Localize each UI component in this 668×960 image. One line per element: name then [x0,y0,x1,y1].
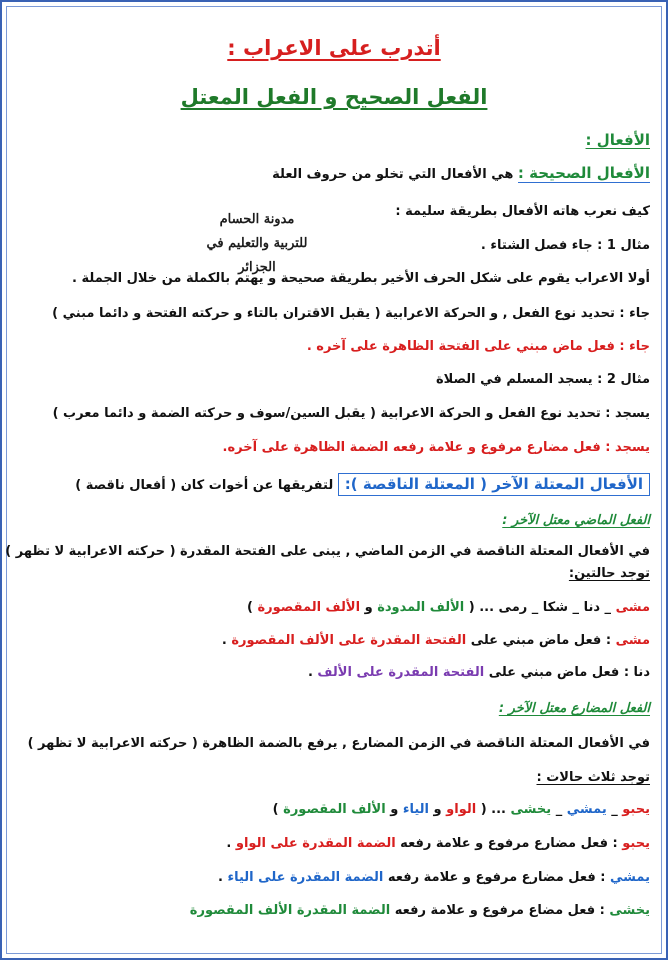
sound-verbs-label: الأفعال الصحيحة : [517,164,650,182]
defective-verbs-note: لتفريقها عن أخوات كان ( أفعال ناقصة ) [75,478,338,493]
sound-verbs-definition: هي الأفعال التي تخلو من حروف العلة [272,167,518,182]
jaa-parsing-text: فعل ماض مبني على الفتحة الظاهرة على آخره . [306,339,615,354]
past-defective-label: الفعل الماضي معتل الآخر : [502,513,650,528]
period: . [307,665,318,680]
yamshi-parsing-prefix: : فعل مضارع مرفوع و علامة رفعه [383,870,611,885]
conj-and: و [360,600,378,615]
yakhsha-parsing-line [16,902,650,920]
yamshi-parsing-line [16,869,650,887]
page-subtitle: الفعل الصحيح و الفعل المعتل [180,85,488,109]
mashaa-parsing-mark: الفتحة المقدرة على الألف المقصورة [231,633,467,648]
yasjud-parsing-line [16,439,650,457]
verbs-heading: الأفعال : [585,131,650,149]
close-paren: ) [247,600,258,615]
two-cases-line: توجد حالتين: [568,566,650,581]
yahbu-parsing-mark: الضمة المقدرة على الواو [235,836,396,851]
yahbu-parsing-line [16,835,650,853]
yakhsha-word: يخشى [510,802,552,817]
alif-mamduda: الألف المدودة [377,600,465,615]
period: . [221,633,232,648]
dana-parsing-line [16,664,650,682]
yahbu-word: يحبو [622,802,650,817]
yasjud-analysis-line: يسجد : تحديد نوع الفعل و الحركة الاعرابية ( يقبل السين/سوف و حركته الضمة و دائما معرب ) [52,406,650,421]
yasjud-parsing-text: فعل مضارع مرفوع و علامة رفعه الضمة الظاهرة على آخره. [222,440,601,455]
yahbu-word-2: يحبو [622,836,650,851]
dana-parsing-prefix: دنا : فعل ماض مبني على [484,665,650,680]
present-defective-heading [16,700,650,718]
yamshi-word-2: يمشي [610,870,650,885]
jaa-word: جاء : [614,339,650,354]
defective-verbs-label: الأفعال المعتلة الآخر ( المعتلة الناقصة ): [338,473,650,496]
section-heading-verbs [16,131,650,149]
example-1-line: مثال 1 : جاء فصل الشتاء . [480,238,650,253]
close-paren: ) [272,802,284,817]
yamshi-parsing-mark: الضمة المقدرة على الياء [227,870,384,885]
defective-verbs-line [16,473,650,496]
watermark-line-3: الجزائر [238,260,276,275]
conj-and: و [429,802,447,817]
waw-letter: الواو [446,802,477,817]
sound-verbs-line [16,164,650,184]
yasjud-word: يسجد : [600,440,650,455]
yakhsha-word-2: يخشى [609,903,650,918]
present-defective-rule: في الأفعال المعتلة الناقصة في الزمن المضارع , يرفع بالضمة الظاهرة ( حركته الاعرابية لا تظهر ) [27,736,650,751]
past-defective-rule: في الأفعال المعتلة الناقصة في الزمن الماضي , يبنى على الفتحة المقدرة ( حركته الاعرابية لا تظهر ) [5,544,650,559]
parsing-principle-line: أولا الاعراب يقوم على شكل الحرف الأخير بطريقة صحيحة و يهتم بالكملة من خلال الجملة . [72,271,650,286]
ya-letter: الياء [402,802,430,817]
present-defective-label: الفعل المضارع معتل الآخر : [498,701,650,716]
mashaa-word-2: مشى [615,633,650,648]
yamshi-word: يمشي [566,802,607,817]
past-examples-line [16,599,650,617]
yahbu-parsing-prefix: : فعل مضارع مرفوع و علامة رفعه [395,836,623,851]
three-cases-line: توجد ثلاث حالات : [536,770,650,785]
period: . [226,836,236,851]
conj-and: و [385,802,403,817]
yakhsha-parsing-prefix: : فعل مضاع مرفوع و علامة رفعه [390,903,610,918]
alif-maqsura-2: الألف المقصورة [283,802,386,817]
open-paren: ... ( [476,802,511,817]
past-examples-list: _ دنا _ شكا _ رمى ... ( [464,600,616,615]
page-title: أتدرب على الاعراب : [227,36,441,60]
mashaa-parsing-prefix: : فعل ماض مبني على [466,633,616,648]
watermark-line-1: مدونة الحسام [219,212,295,227]
jaa-parsing-line [16,338,650,356]
dana-parsing-mark: الفتحة المقدرة على الألف [317,665,485,680]
jaa-analysis-line: جاء : تحديد نوع الفعل , و الحركة الاعرابية ( يقبل الاقتران بالتاء و حركته الفتحة و دائما مبني ) [52,306,650,321]
period: . [218,870,228,885]
separator: _ [606,802,623,817]
alif-maqsura: الألف المقصورة [257,600,361,615]
yakhsha-parsing-mark: الضمة المقدرة الألف المقصورة [189,903,391,918]
mashaa-word: مشى [615,600,650,615]
past-defective-heading [16,512,650,530]
watermark-line-2: للتربية والتعليم في [206,236,308,251]
present-examples-line [16,801,650,819]
how-to-parse-line: كيف نعرب هاته الأفعال بطريقة سليمة : [395,204,650,219]
mashaa-parsing-line [16,632,650,650]
separator: _ [551,802,567,817]
example-2-line: مثال 2 : يسجد المسلم في الصلاة [435,372,650,387]
